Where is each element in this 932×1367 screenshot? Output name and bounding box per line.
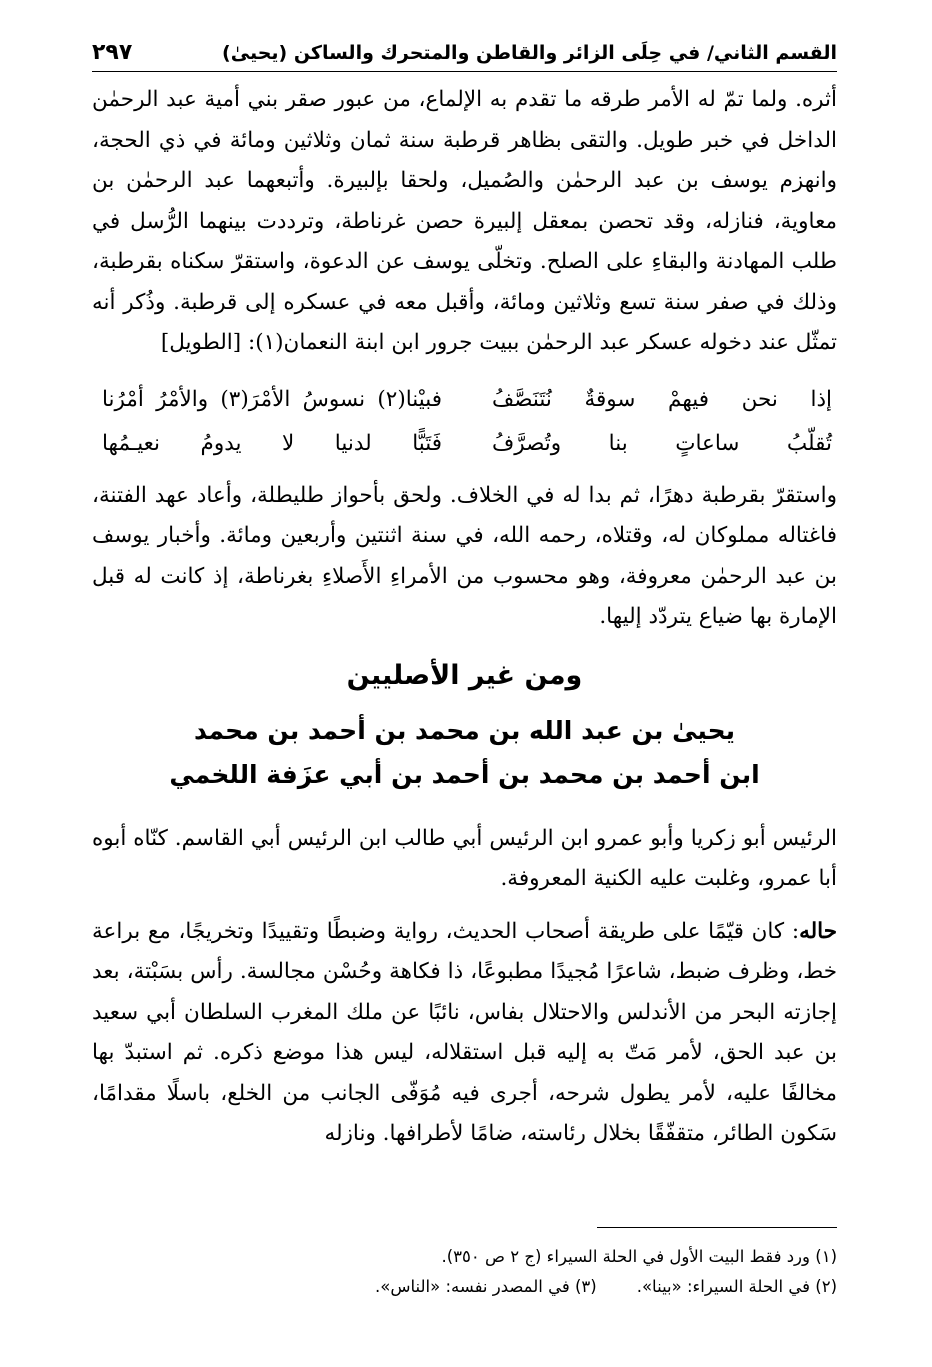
- book-page: [92, 40, 837, 1155]
- person-name-line2: ابن أحمد بن محمد بن أحمد بن أبي عزَفة اللخمي: [169, 759, 760, 789]
- running-title: القسم الثاني/ في حِلَى الزائر والقاطن والمتحرك والساكن (يحيىٰ): [222, 42, 837, 64]
- verse-first-hemistich: تُقلّبُ ساعاتٍ بنا وتُصرَّفُ: [492, 430, 832, 456]
- person-name-heading: [92, 709, 837, 797]
- running-header: [92, 40, 837, 72]
- footnote-1: (١) ورد فقط البيت الأول في الحلة السيراء (ج ٢ ص ٣٥٠).: [441, 1247, 837, 1266]
- verse-line: [92, 378, 837, 422]
- paragraph-kunya: الرئيس أبو زكريا وأبو عمرو ابن الرئيس أبي طالب ابن الرئيس أبي القاسم. كنّاه أبوه أبا عمرو، وغلبت عليه الكنية المعروفة.: [92, 825, 837, 891]
- footnotes: [92, 1228, 837, 1302]
- footnote-row: [92, 1272, 837, 1302]
- paragraph-status-text: : كان قيّمًا على طريقة أصحاب الحديث، رواية وضبطًا وتقييدًا وتخريجًا، مع براعة خط، وظرف ضبط، شاعرًا مُجيدًا مطبوعًا، ذا فكاهة وحُسْن مجالسة. رأس بسَبْتة، بعد إجازته البحر من الأندلس والاحتلال بفاس، نائبًا عن ملك المغرب السلطان أبي سعيد بن عبد الحق، لأمر مَتّ به إليه قبل استقلاله، ليس هذا موضع ذكره. ثم استبدّ بها مخالفًا عليه، لأمر يطول شرحه، أجرى فيه مُوَفّى الجانب من الخلع، باسلًا مقدامًا، سَكون الطائر، متقفّقًا بخلال رئاسته، ضامًا لأطرافها. ونازله: [92, 918, 837, 1146]
- footnote-separator: [597, 1227, 837, 1228]
- paragraph-lead-word: حاله: [799, 918, 837, 944]
- person-name-line1: يحيىٰ بن عبد الله بن محمد بن أحمد بن محمد: [193, 715, 735, 745]
- verse-second-hemistich: فَتَبًّا لدنيا لا يدومُ نعيـمُها: [102, 430, 442, 456]
- section-heading: ومن غير الأصليين: [346, 659, 583, 691]
- paragraph-status: [92, 912, 837, 1155]
- paragraph-yusuf-end: واستقرّ بقرطبة دهرًا، ثم بدا له في الخلاف. ولحق بأحواز طليطلة، وأعاد عهد الفتنة، فاغتاله مملوكان له، وقتلاه، رحمه الله، في سنة اثنتين وأربعين ومائة. وأخبار يوسف بن عبد الرحمٰن معروفة، وهو محسوب من الأمراءِ الأَصلاءِ بغرناطة، إذ كانت له قبل الإمارة بها ضياع يتردّد إليها.: [92, 482, 837, 629]
- paragraph-yusuf-history: أثره. ولما تمّ له الأمر طرقه ما تقدم به الإلماع، من عبور صقر بني أمية عبد الرحمٰن الداخل في خبر طويل. والتقى بظاهر قرطبة سنة ثمان وثلاثين ومائة في ذي الحجة، وانهزم يوسف بن عبد الرحمٰن والصُميل، ولحقا بإلبيرة. وأتبعهما عبد الرحمٰن بن معاوية، فنازله، وقد تحصن بمعقل إلبيرة حصن غرناطة، وترددت بينهما الرُّسل في طلب المهادنة والبقاءِ على الصلح. وتخلّى يوسف عن الدعوة، واستقرّ سكناه بقرطبة، وذلك في صفر سنة تسع وثلاثين ومائة، وأقبل معه في عسكره إلى قرطبة. وذُكر أنه تمثّل عند دخوله عسكر عبد الرحمٰن ببيت جرور ابن ابنة النعمان(١): [الطويل]: [92, 87, 837, 355]
- page-number: ٢٩٧: [92, 40, 133, 65]
- verse-line: [92, 422, 837, 466]
- footnote-3: (٣) في المصدر نفسه: «الناس».: [375, 1277, 597, 1296]
- verse-second-hemistich: فبيْنا(٢) نسوسُ الأمْرَ(٣) والأمْرُ أمْرُنا: [102, 386, 442, 412]
- footnote-2: (٢) في الحلة السيراء: «بينا».: [636, 1277, 837, 1296]
- poem-verses: [92, 378, 837, 466]
- verse-first-hemistich: إذا نحن فيهمْ سوقةٌ نُتَنَصَّفُ: [492, 386, 832, 412]
